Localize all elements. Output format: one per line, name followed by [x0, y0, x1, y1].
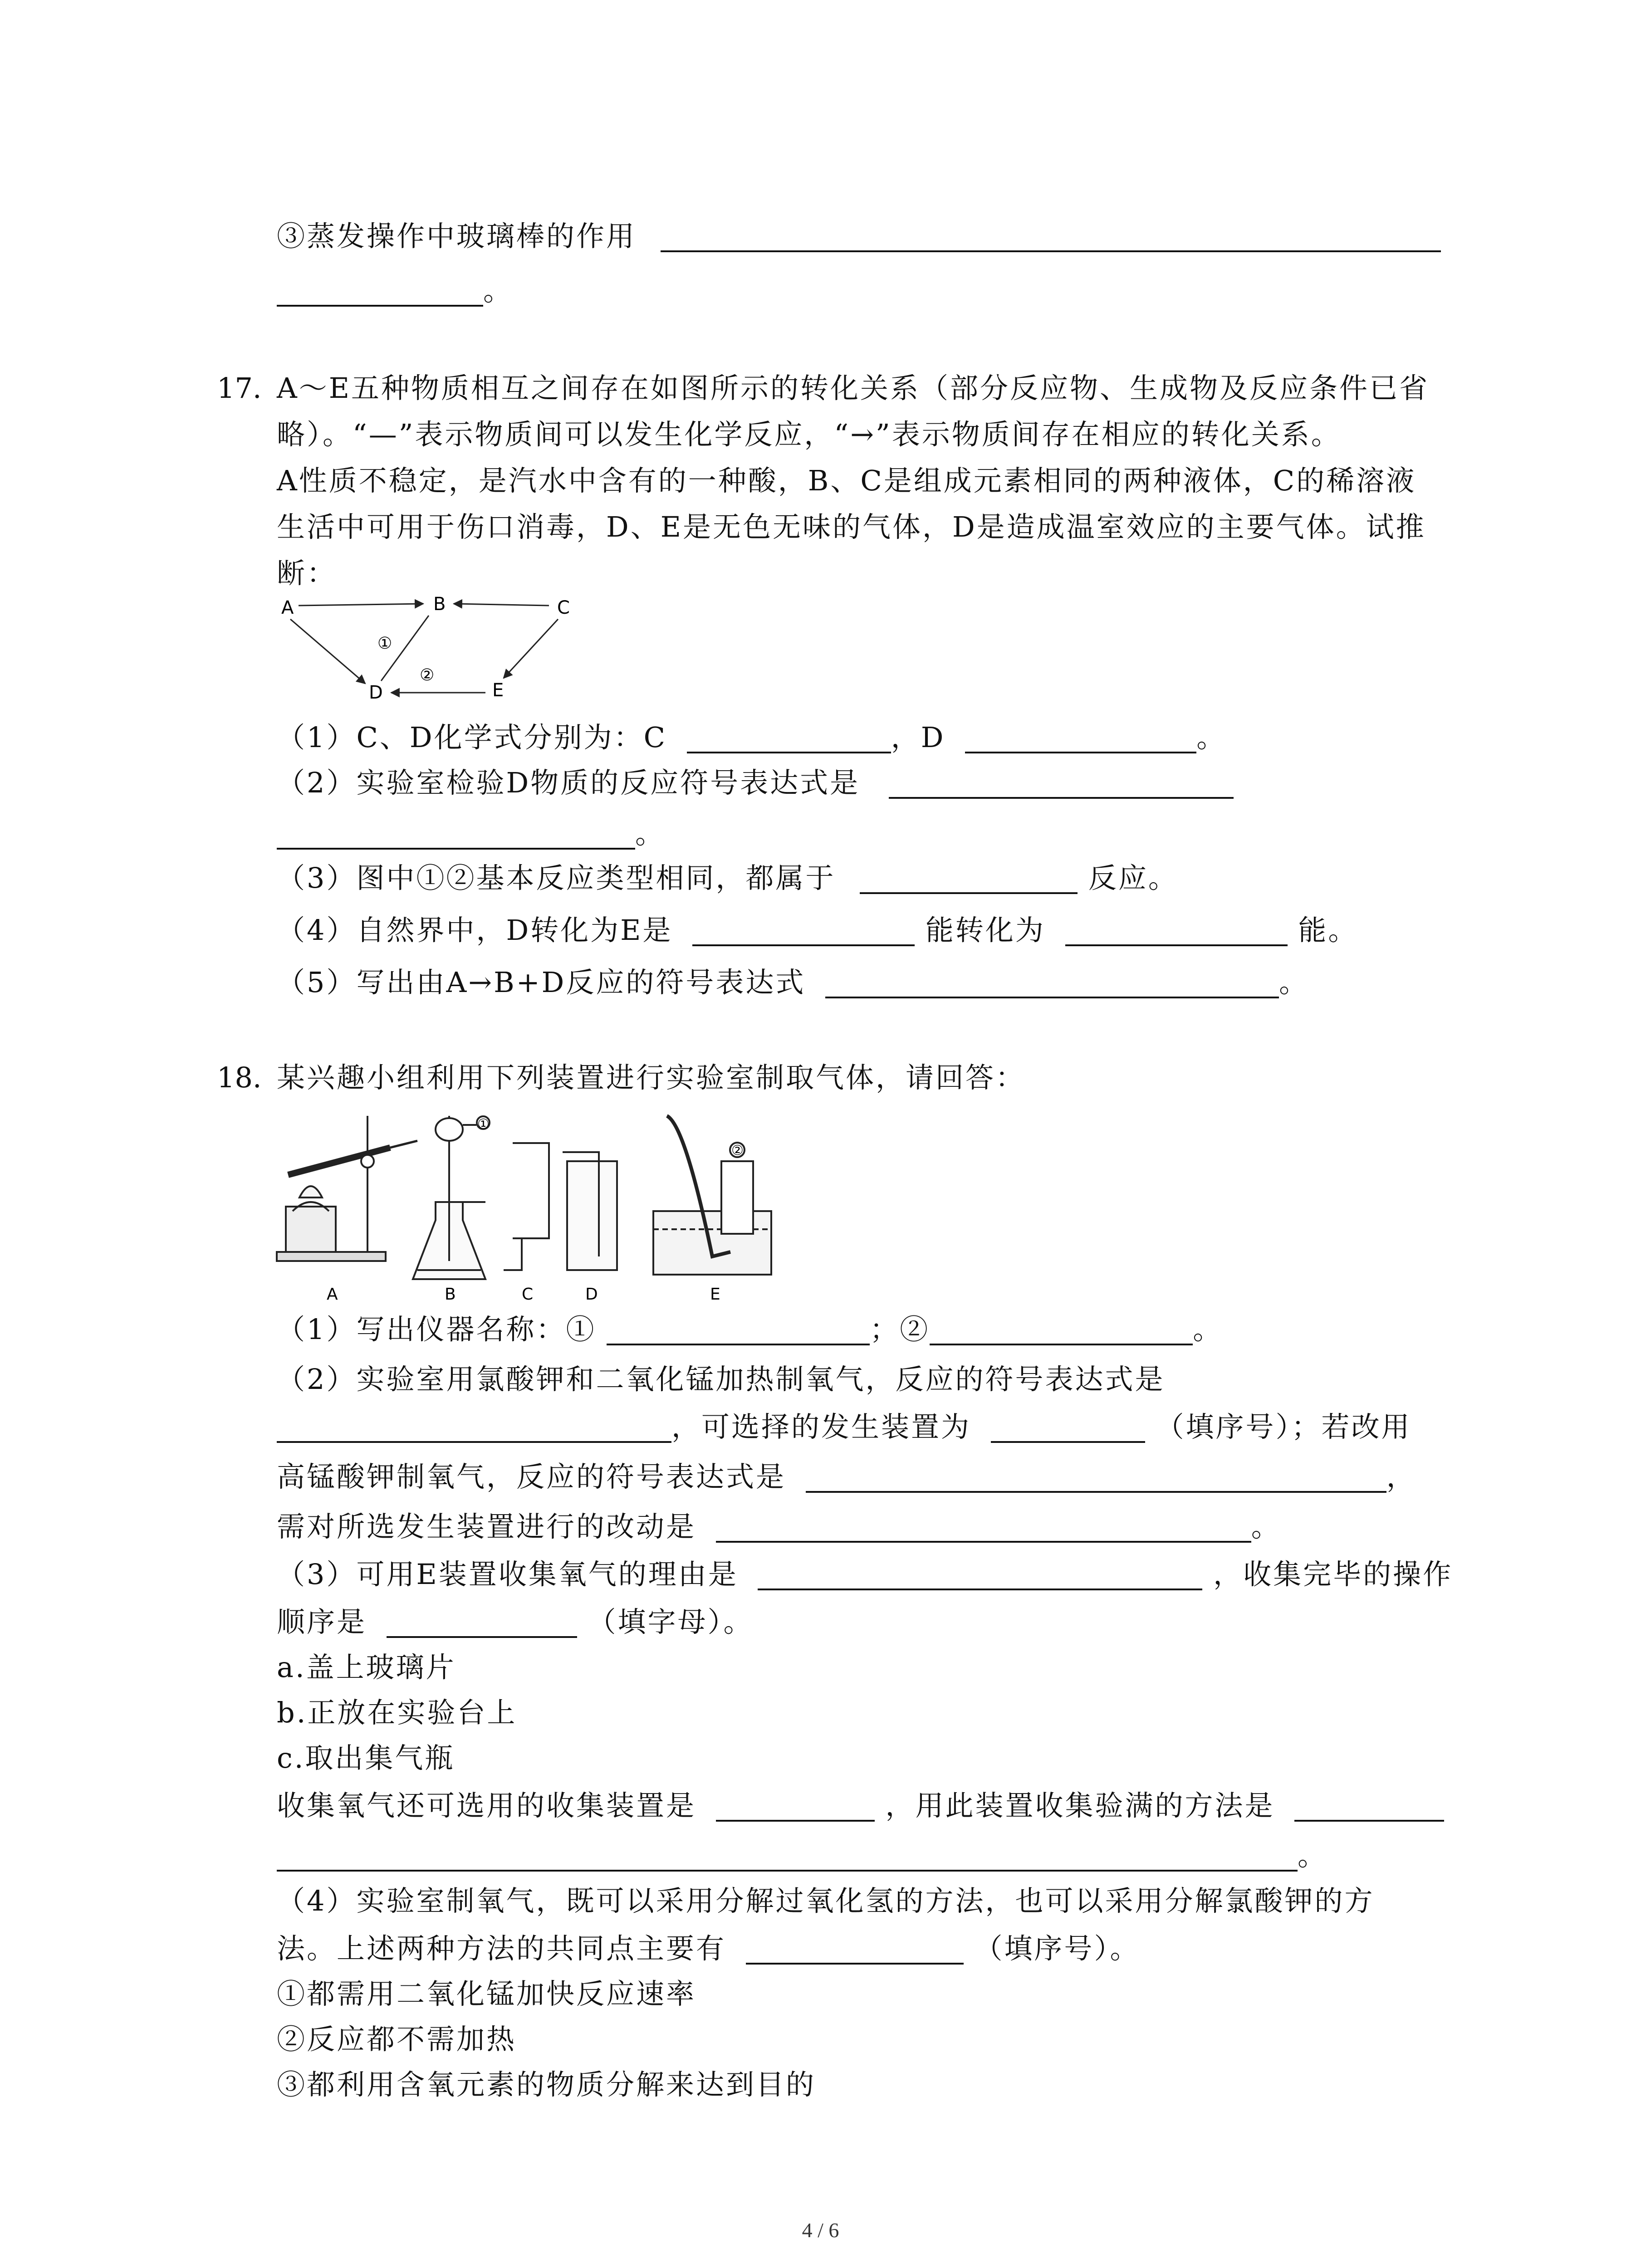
q18-part1: （1）写出仪器名称：① ；② 。 — [277, 1313, 1223, 1346]
blank[interactable] — [889, 770, 1234, 799]
blank[interactable] — [806, 1464, 1386, 1493]
node-e: E — [492, 680, 504, 701]
apparatus-b — [413, 1116, 490, 1279]
q17-number: 17. — [217, 371, 262, 405]
arrow-a-b — [299, 604, 423, 606]
node-c: C — [557, 597, 570, 618]
arrow-c-e — [504, 619, 558, 678]
blank[interactable] — [277, 278, 483, 307]
blank[interactable] — [746, 1936, 964, 1965]
q17-part2: （2）实验室检验D物质的反应符号表达式是 — [277, 769, 1234, 799]
blank[interactable] — [716, 1793, 875, 1822]
q18-apparatus-figure — [268, 1107, 835, 1306]
q18-part3-line4: 。 — [277, 1842, 1327, 1872]
q17-part5: （5）写出由A→B+D反应的符号表达式 。 — [277, 966, 1309, 999]
blank[interactable] — [965, 724, 1196, 753]
q17-part3: （3）图中①②基本反应类型相同，都属于 反应。 — [277, 861, 1178, 894]
blank[interactable] — [825, 969, 1279, 998]
apparatus-d — [563, 1152, 617, 1270]
blank[interactable] — [687, 724, 891, 753]
instrument-1-label: ① — [477, 1116, 490, 1132]
blank[interactable] — [991, 1414, 1145, 1443]
apparatus-c — [504, 1143, 549, 1270]
q18-number: 18. — [217, 1061, 262, 1094]
blank[interactable] — [661, 223, 1441, 252]
reaction-2-label: ② — [420, 666, 435, 684]
reaction-1-label: ① — [377, 634, 392, 653]
q17-stem-5: 断： — [277, 557, 337, 590]
q18-part4-option1: ①都需用二氧化锰加快反应速率 — [277, 1977, 696, 2010]
q17-part4: （4）自然界中，D转化为E是 能转化为 能。 — [277, 914, 1358, 947]
q17-stem-3: A性质不稳定，是汽水中含有的一种酸，B、C是组成元素相同的两种液体，C的稀溶液 — [277, 464, 1416, 497]
blank[interactable] — [277, 1414, 671, 1443]
label-a: A — [327, 1285, 338, 1304]
q18-stem: 某兴趣小组利用下列装置进行实验室制取气体，请回答： — [277, 1061, 1026, 1094]
q17-part1: （1）C、D化学式分别为：C ，D 。 — [277, 721, 1227, 754]
q17-conversion-diagram — [272, 587, 599, 719]
blank[interactable] — [758, 1561, 1202, 1590]
q18-part2-line3: 高锰酸钾制氧气，反应的符号表达式是 ， — [277, 1460, 1416, 1493]
q18-part2-line4: 需对所选发生装置进行的改动是 。 — [277, 1510, 1281, 1543]
blank[interactable] — [277, 1843, 1298, 1872]
q16-item3: ③蒸发操作中玻璃棒的作用 — [277, 222, 1441, 252]
instrument-2-label: ② — [731, 1143, 744, 1158]
blank[interactable] — [1294, 1793, 1444, 1822]
apparatus-a — [277, 1116, 417, 1261]
q17-stem-4: 生活中可用于伤口消毒，D、E是无色无味的气体，D是造成温室效应的主要气体。试推 — [277, 510, 1426, 543]
q17-stem-2: 略）。“—”表示物质间可以发生化学反应，“→”表示物质间存在相应的转化关系。 — [277, 418, 1341, 451]
label-d: D — [585, 1285, 598, 1304]
blank[interactable] — [1065, 917, 1288, 946]
q18-option-b: b.正放在实验台上 — [277, 1696, 517, 1729]
q18-part2-line2: ，可选择的发生装置为 （填序号）；若改用 — [277, 1413, 1411, 1443]
blank[interactable] — [692, 917, 915, 946]
blank[interactable] — [607, 1316, 870, 1345]
blank[interactable] — [930, 1316, 1193, 1345]
blank[interactable] — [277, 821, 635, 850]
q17-part2-cont: 。 — [277, 820, 665, 850]
page-number: 4 / 6 — [802, 2219, 839, 2242]
node-b: B — [433, 594, 446, 615]
q16-item3-cont: 。 — [277, 277, 513, 307]
blank[interactable] — [860, 865, 1078, 894]
q18-part4-line2: 法。上述两种方法的共同点主要有 （填序号）。 — [277, 1932, 1140, 1965]
q18-part3-line3: 收集氧气还可选用的收集装置是 ，用此装置收集验满的方法是 — [277, 1792, 1444, 1822]
apparatus-e — [653, 1116, 771, 1275]
label-c: C — [522, 1285, 534, 1304]
arrow-a-d — [290, 619, 365, 684]
node-a: A — [281, 597, 294, 618]
q18-option-a: a.盖上玻璃片 — [277, 1651, 456, 1684]
q18-part2-line1: （2）实验室用氯酸钾和二氧化锰加热制氧气，反应的符号表达式是 — [277, 1363, 1165, 1396]
q18-part3-line1: （3）可用E装置收集氧气的理由是 ，收集完毕的操作 — [277, 1558, 1453, 1591]
q18-part3-line2: 顺序是 （填字母）。 — [277, 1605, 754, 1638]
q18-part4-option2: ②反应都不需加热 — [277, 2023, 517, 2056]
blank[interactable] — [387, 1609, 577, 1638]
q18-part4-line1: （4）实验室制氧气，既可以采用分解过氧化氢的方法，也可以采用分解氯酸钾的方 — [277, 1884, 1375, 1917]
q18-option-c: c.取出集气瓶 — [277, 1741, 455, 1774]
label-e: E — [710, 1285, 720, 1304]
arrow-c-b — [454, 604, 549, 606]
q17-stem-1: A～E五种物质相互之间存在如图所示的转化关系（部分反应物、生成物及反应条件已省 — [277, 371, 1430, 405]
label-b: B — [445, 1285, 456, 1304]
q18-part4-option3: ③都利用含氧元素的物质分解来达到目的 — [277, 2068, 816, 2101]
blank[interactable] — [716, 1514, 1251, 1543]
node-d: D — [369, 682, 383, 703]
